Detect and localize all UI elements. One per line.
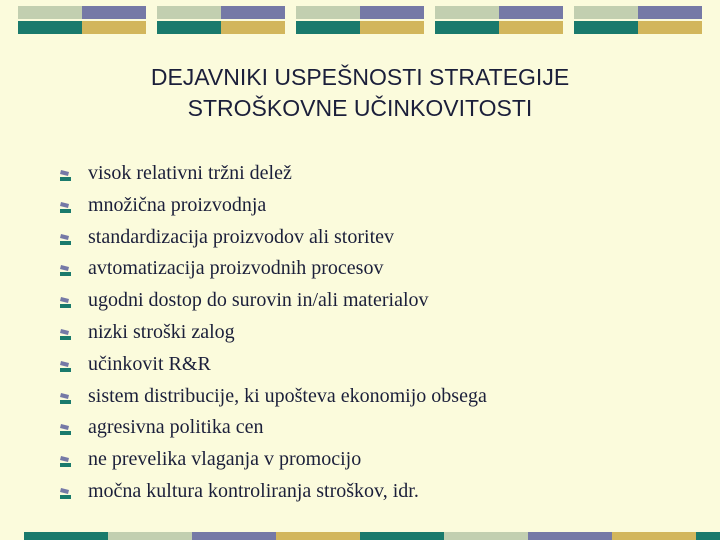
slanted-bar-bullet-icon [58,264,72,276]
list-item [58,476,698,508]
list-item [58,349,698,381]
list-item-text: ne prevelika vlaganja v promocijo [88,448,362,471]
list-item-text: močna kultura kontroliranja stroškov, idr. [88,479,419,502]
list-item-text: nizki stroški zalog [88,320,235,343]
decorative-tile [435,6,563,34]
list-item [58,190,698,222]
bullet-list [58,158,698,508]
slide-title-line-2: STROŠKOVNE UČINKOVITOSTI [187,95,533,121]
list-item [58,412,698,444]
slide-title-line-1: DEJAVNIKI USPEŠNOSTI STRATEGIJE [150,64,570,90]
list-item-text: ugodni dostop do surovin in/ali materialov [88,289,429,312]
list-item [58,158,698,190]
list-item [58,317,698,349]
list-item [58,253,698,285]
decorative-top-band [0,0,720,36]
list-item [58,381,698,413]
decorative-bottom-band [0,532,720,540]
list-item-text: množična proizvodnja [88,193,267,216]
slanted-bar-bullet-icon [58,423,72,435]
list-item-text: standardizacija proizvodov ali storitev [88,225,395,248]
slide-title [40,62,680,124]
decorative-tile [157,6,285,34]
slanted-bar-bullet-icon [58,233,72,245]
list-item-text: avtomatizacija proizvodnih procesov [88,257,384,280]
decorative-tile [18,6,146,34]
list-item [58,285,698,317]
list-item [58,444,698,476]
list-item [58,222,698,254]
slanted-bar-bullet-icon [58,296,72,308]
list-item-text: agresivna politika cen [88,416,264,439]
decorative-tile [296,6,424,34]
slanted-bar-bullet-icon [58,455,72,467]
slanted-bar-bullet-icon [58,392,72,404]
slanted-bar-bullet-icon [58,169,72,181]
slanted-bar-bullet-icon [58,201,72,213]
slanted-bar-bullet-icon [58,487,72,499]
list-item-text: visok relativni tržni delež [88,162,292,184]
list-item-text: učinkovit R&R [88,352,211,375]
list-item-text: sistem distribucije, ki upošteva ekonomijo obsega [88,384,487,407]
slanted-bar-bullet-icon [58,360,72,372]
slanted-bar-bullet-icon [58,328,72,340]
decorative-tile [574,6,702,34]
